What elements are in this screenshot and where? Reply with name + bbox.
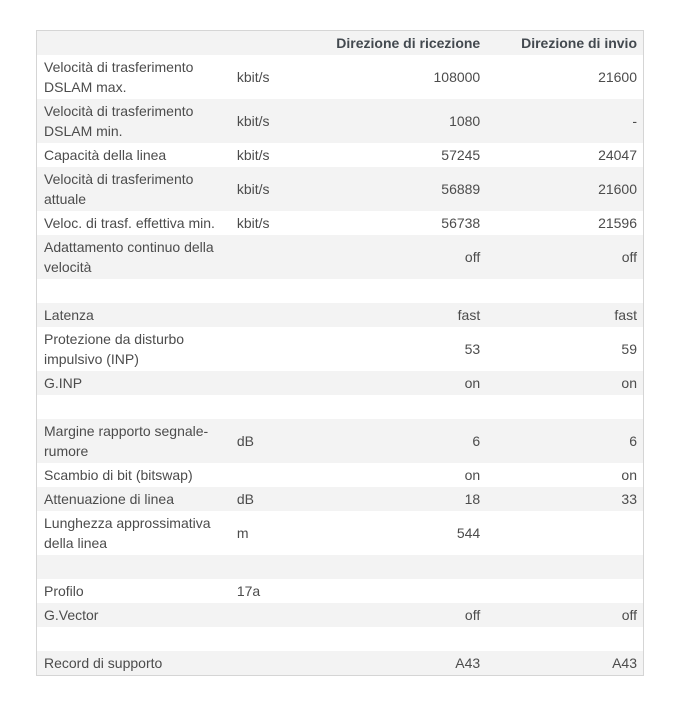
- row-unit: [236, 235, 326, 279]
- row-label: Adattamento continuo della velocità: [44, 239, 214, 275]
- row-value-ricezione: off: [464, 607, 481, 623]
- spacer-row: [37, 279, 644, 303]
- row-value-ricezione: [326, 627, 484, 651]
- row-value-ricezione: off: [464, 249, 481, 265]
- table-row: [37, 211, 644, 235]
- row-unit: [236, 327, 326, 371]
- row-unit: kbit/s: [236, 147, 270, 163]
- row-unit: [236, 395, 326, 419]
- row-unit: [236, 555, 326, 579]
- row-label: Scambio di bit (bitswap): [44, 467, 193, 483]
- table-row: [37, 55, 644, 99]
- table-row: [37, 419, 644, 463]
- row-value-invio: [484, 627, 643, 651]
- row-value-ricezione: [326, 395, 484, 419]
- spacer-row: [37, 627, 644, 651]
- row-unit: m: [236, 525, 249, 541]
- row-unit: dB: [236, 433, 254, 449]
- row-label: Velocità di trasferimento DSLAM min.: [44, 103, 194, 139]
- row-label: [37, 395, 236, 419]
- row-value-ricezione: on: [464, 467, 481, 483]
- row-label: Lunghezza approssimativa della linea: [44, 515, 211, 551]
- table-row: [37, 603, 644, 627]
- row-value-ricezione: 1080: [449, 113, 481, 129]
- row-label: [37, 555, 236, 579]
- row-unit: [236, 279, 326, 303]
- row-value-invio: off: [621, 607, 637, 623]
- row-label: Latenza: [44, 307, 94, 323]
- row-value-invio: fast: [614, 307, 637, 323]
- spacer-row: [37, 555, 644, 579]
- row-unit: [236, 603, 326, 627]
- row-value-invio: -: [632, 113, 637, 129]
- row-value-invio: 21600: [598, 69, 637, 85]
- row-value-ricezione: 544: [456, 525, 481, 541]
- row-unit: 17a: [236, 583, 261, 599]
- row-value-invio: 33: [621, 491, 637, 507]
- row-label: Protezione da disturbo impulsivo (INP): [44, 331, 185, 367]
- row-label: Velocità di trasferimento attuale: [44, 171, 194, 207]
- row-value-invio: 59: [621, 341, 637, 357]
- row-label: Veloc. di trasf. effettiva min.: [44, 215, 215, 231]
- row-label: Attenuazione di linea: [44, 491, 174, 507]
- row-unit: [236, 627, 326, 651]
- header-row: [37, 31, 644, 56]
- row-value-invio: off: [621, 249, 637, 265]
- row-value-invio: [484, 511, 643, 555]
- table-row: [37, 511, 644, 555]
- row-value-invio: [484, 555, 643, 579]
- row-label: Velocità di trasferimento DSLAM max.: [44, 59, 194, 95]
- table-row: [37, 487, 644, 511]
- row-value-invio: A43: [612, 655, 637, 671]
- row-unit: [236, 371, 326, 395]
- row-value-invio: 21596: [598, 215, 637, 231]
- row-label: Profilo: [44, 583, 84, 599]
- column-header-unit: [236, 31, 326, 56]
- row-label: G.INP: [44, 375, 83, 391]
- row-label: Record di supporto: [44, 655, 163, 671]
- row-unit: dB: [236, 491, 254, 507]
- row-value-invio: [484, 279, 643, 303]
- row-value-ricezione: 6: [472, 433, 481, 449]
- row-value-ricezione: 57245: [441, 147, 481, 163]
- row-value-invio: 6: [629, 433, 637, 449]
- row-unit: [236, 463, 326, 487]
- row-value-ricezione: 18: [464, 491, 481, 507]
- table-row: [37, 651, 644, 676]
- column-header-label: [37, 31, 236, 56]
- row-label: Capacità della linea: [44, 147, 167, 163]
- row-label: G.Vector: [44, 607, 99, 623]
- row-unit: [236, 651, 326, 676]
- row-value-ricezione: 56889: [441, 181, 481, 197]
- table-row: [37, 371, 644, 395]
- row-value-invio: 21600: [598, 181, 637, 197]
- row-value-invio: [484, 395, 643, 419]
- table-body: [37, 55, 644, 676]
- row-value-invio: on: [621, 375, 637, 391]
- row-value-ricezione: 56738: [441, 215, 481, 231]
- spacer-row: [37, 395, 644, 419]
- table-row: [37, 143, 644, 167]
- table-row: [37, 303, 644, 327]
- row-unit: kbit/s: [236, 69, 270, 85]
- column-header-direzione-ricezione: Direzione di ricezione: [336, 35, 481, 51]
- row-value-ricezione: A43: [455, 655, 481, 671]
- row-unit: kbit/s: [236, 181, 270, 197]
- row-value-invio: 24047: [598, 147, 637, 163]
- table-row: [37, 463, 644, 487]
- table-row: [37, 327, 644, 371]
- row-value-ricezione: on: [464, 375, 481, 391]
- dsl-info-table: [36, 30, 644, 676]
- row-label: [37, 279, 236, 303]
- row-value-invio: on: [621, 467, 637, 483]
- row-label: [37, 627, 236, 651]
- row-unit: kbit/s: [236, 215, 270, 231]
- table-row: [37, 235, 644, 279]
- row-unit: [236, 303, 326, 327]
- row-label: Margine rapporto segnale-rumore: [44, 423, 209, 459]
- row-value-ricezione: [326, 555, 484, 579]
- column-header-direzione-invio: Direzione di invio: [521, 35, 637, 51]
- table-row: [37, 579, 644, 603]
- row-value-ricezione: 108000: [433, 69, 481, 85]
- row-value-ricezione: fast: [457, 307, 481, 323]
- table-row: [37, 167, 644, 211]
- row-value-invio: [484, 579, 643, 603]
- row-value-ricezione: 53: [464, 341, 481, 357]
- row-value-ricezione: [326, 579, 484, 603]
- row-value-ricezione: [326, 279, 484, 303]
- row-unit: kbit/s: [236, 113, 270, 129]
- table-row: [37, 99, 644, 143]
